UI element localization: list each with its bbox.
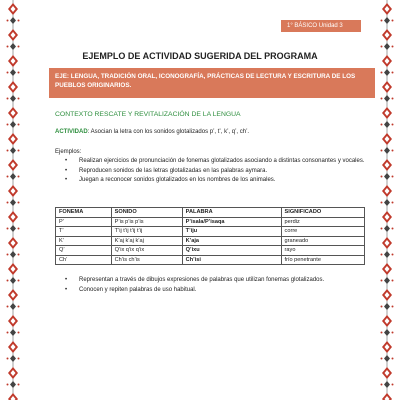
table-row	[56, 217, 365, 227]
table-cell: P’	[56, 217, 112, 227]
table-cell: T’ij t’ij t’ij t’ij	[111, 227, 182, 237]
table-cell: corre	[281, 227, 364, 237]
table-header: FONEMA	[56, 208, 112, 218]
table-cell: perdiz	[281, 217, 364, 227]
table-cell: Q’	[56, 246, 112, 256]
table-cell: T’iju	[182, 227, 281, 237]
activity-line	[55, 129, 249, 135]
context-heading: CONTEXTO RESCATE Y REVITALIZACIÓN DE LA LENGUA	[55, 111, 241, 118]
table-cell: T’	[56, 227, 112, 237]
table-row	[56, 236, 365, 246]
activity-text: : Asocian la letra con los sonidos glotalizados p’, t’, k’, q’, ch’.	[87, 129, 250, 135]
table-header: SIGNIFICADO	[281, 208, 364, 218]
list-item: • Conocen y repiten palabras de uso habitual.	[55, 286, 365, 295]
list-item: • Realizan ejercicios de pronunciación de fonemas glotalizados asociando a distintas consonantes y vocales.	[55, 157, 365, 166]
list-item: • Representan a través de dibujos expresiones de palabras que utilizan fonemas glotalizados.	[55, 276, 365, 285]
table-cell: Q’ixu	[182, 246, 281, 256]
table-row	[56, 227, 365, 237]
examples-list	[55, 157, 365, 186]
eje-banner: EJE: LENGUA, TRADICIÓN ORAL, ICONOGRAFÍA, PRÁCTICAS DE LECTURA Y ESCRITURA DE LOS PUEBLOS ORIGINARIOS.	[49, 68, 375, 98]
table-cell: Ch’	[56, 255, 112, 265]
table-cell: Ch’isi	[182, 255, 281, 265]
table-cell: frío penetrante	[281, 255, 364, 265]
table-cell: rayo	[281, 246, 364, 256]
table-cell: graneado	[281, 236, 364, 246]
table-row	[56, 246, 365, 256]
table-cell: Q’ix q’ix q’ix	[111, 246, 182, 256]
closing-list	[55, 276, 365, 295]
table-header: SONIDO	[111, 208, 182, 218]
list-item: • Juegan a reconocer sonidos glotalizados en los nombres de los animales.	[55, 176, 365, 185]
activity-label: ACTIVIDAD	[55, 129, 88, 135]
table-cell: P’isala/P’isaqa	[182, 217, 281, 227]
grade-unit-badge: 1° BÁSICO Unidad 3	[281, 20, 361, 32]
table-cell: Ch’is ch’is	[111, 255, 182, 265]
table-row	[56, 255, 365, 265]
list-item: • Reproducen sonidos de las letras glotalizadas en las palabras aymara.	[55, 167, 365, 176]
table-header-row	[56, 208, 365, 218]
phoneme-table	[55, 207, 365, 265]
table-cell: P’is p’is p’is	[111, 217, 182, 227]
examples-label: Ejemplos:	[55, 149, 82, 155]
table-cell: K’	[56, 236, 112, 246]
table-cell: K’aja	[182, 236, 281, 246]
table-cell: K’aj k’aj k’aj	[111, 236, 182, 246]
page-title: EJEMPLO DE ACTIVIDAD SUGERIDA DEL PROGRAMA	[82, 51, 318, 61]
table-header: PALABRA	[182, 208, 281, 218]
